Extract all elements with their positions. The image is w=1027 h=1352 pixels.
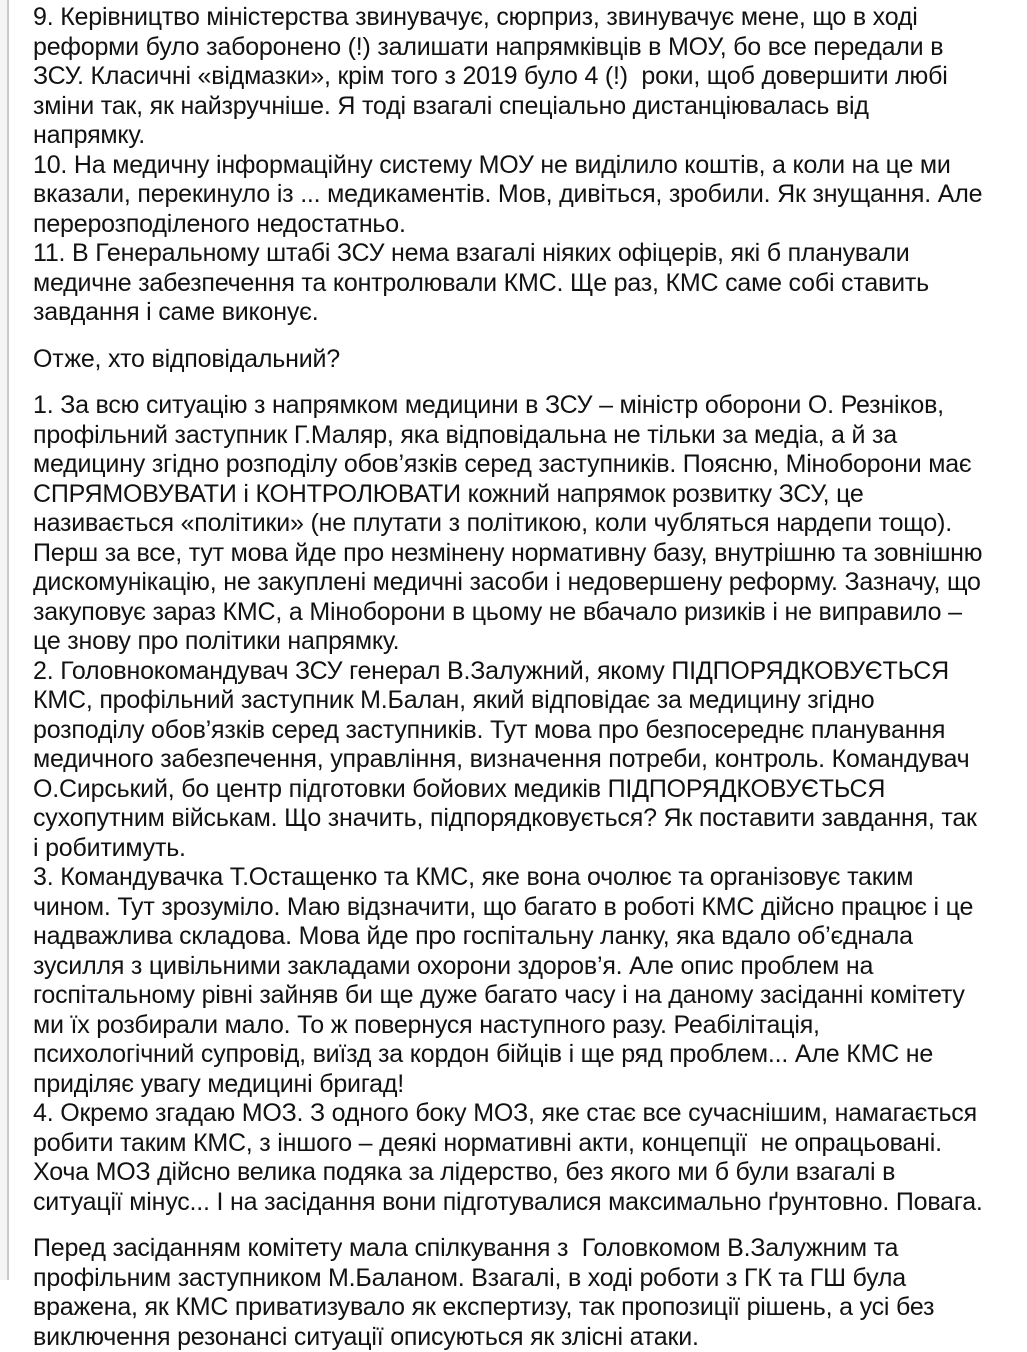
paragraph: 9. Керівництво міністерства звинувачує, сюрприз, звинувачує мене, що в ході реформи було заборонено (!) залишати напрямківців в МОУ, бо все передали в ЗСУ. Класичні «відмазки», крім того з 2019 було 4 (!) роки, щоб довершити любі зміни так, як найзручніше. Я тоді взагалі спеціально дистанціювалась від напрямку. <box>33 3 955 149</box>
paragraph: 10. На медичну інформаційну систему МОУ не виділило коштів, а коли на це ми вказали, перекинуло із ... медикаментів. Мов, дивіться, зробили. Як знущання. Але перерозподіленого недостатньо. <box>33 150 990 238</box>
paragraph: 4. Окремо згадаю МОЗ. З одного боку МОЗ, яке стає все сучаснішим, намагається робити таким КМС, з іншого – деякі нормативні акти, концепції не опрацьовані. Хоча МОЗ дійсно велика подяка за лідерство, без якого ми б були взагалі в ситуації мінус... І на засідання вони підготувалися максимально ґрунтовно. Повага. <box>33 1099 984 1216</box>
post-text <box>33 3 990 1352</box>
paragraph: Отже, хто відповідальний? <box>33 344 340 373</box>
paragraph: Перед засіданням комітету мала спілкування з Головкомом В.Залужним та профільним заступником М.Баланом. Взагалі, в ході роботи з ГК та ГШ була вражена, як КМС приватизувало як експертизу, так пропозиції рішень, а усі без виключення резонансі ситуації описуються як злісні атаки. <box>33 1234 942 1351</box>
paragraph: 3. Командувачка Т.Остащенко та КМС, яке вона очолює та організовує таким чином. Тут зрозуміло. Маю відзначити, що багато в роботі КМС дійсно працює і це надважлива складова. Мова йде про госпітальну ланку, яка вдало об’єднала зусилля з цивільними закладами охорони здоров’я. Але опис проблем на госпітальному рівні зайняв би ще дуже багато часу і на даному засіданні комітету ми їх розбирали мало. То ж повернуся наступного разу. Реабілітація, психологічний супровід, виїзд за кордон бійців і ще ряд проблем... Але КМС не приділяє увагу медицині бригад! <box>33 863 980 1098</box>
paragraph: 11. В Генеральному штабі ЗСУ нема взагалі ніяких офіцерів, які б планували медичне забезпечення та контролювали КМС. Ще раз, КМС саме собі ставить завдання і саме виконує. <box>33 239 936 326</box>
paragraph: 2. Головнокомандувач ЗСУ генерал В.Залужний, якому ПІДПОРЯДКОВУЄТЬСЯ КМС, профільний заступник М.Балан, який відповідає за медицину згідно розподілу обов’язків серед заступників. Тут мова про безпосереднє планування медичного забезпечення, управління, визначення потреби, контроль. Командувач О.Сирський, бо центр підготовки бойових медиків ПІДПОРЯДКОВУЄТЬСЯ сухопутним військам. Що значить, підпорядковується? Як поставити завдання, так і робитимуть. <box>33 656 984 862</box>
left-border <box>0 0 9 1280</box>
paragraph: 1. За всю ситуацію з напрямком медицини в ЗСУ – міністр оборони О. Резніков, профільний заступник Г.Маляр, яка відповідальна не тільки за медіа, а й за медицину згідно розподілу обов’язків серед заступників. Поясню, Міноборони має СПРЯМОВУВАТИ і КОНТРОЛЮВАТИ кожний напрямок розвитку ЗСУ, це називається «політики» (не плутати з політикою, коли чубляться нардепи тощо). Перш за все, тут мова йде про незмінену нормативну базу, внутрішню та зовнішню дискомунікацію, не закуплені медичні засоби і недовершену реформу. Зазначу, що закуповує зараз КМС, а Міноборони в цьому не вбачало ризиків і не виправило – це знову про політики напрямку. <box>33 391 990 655</box>
